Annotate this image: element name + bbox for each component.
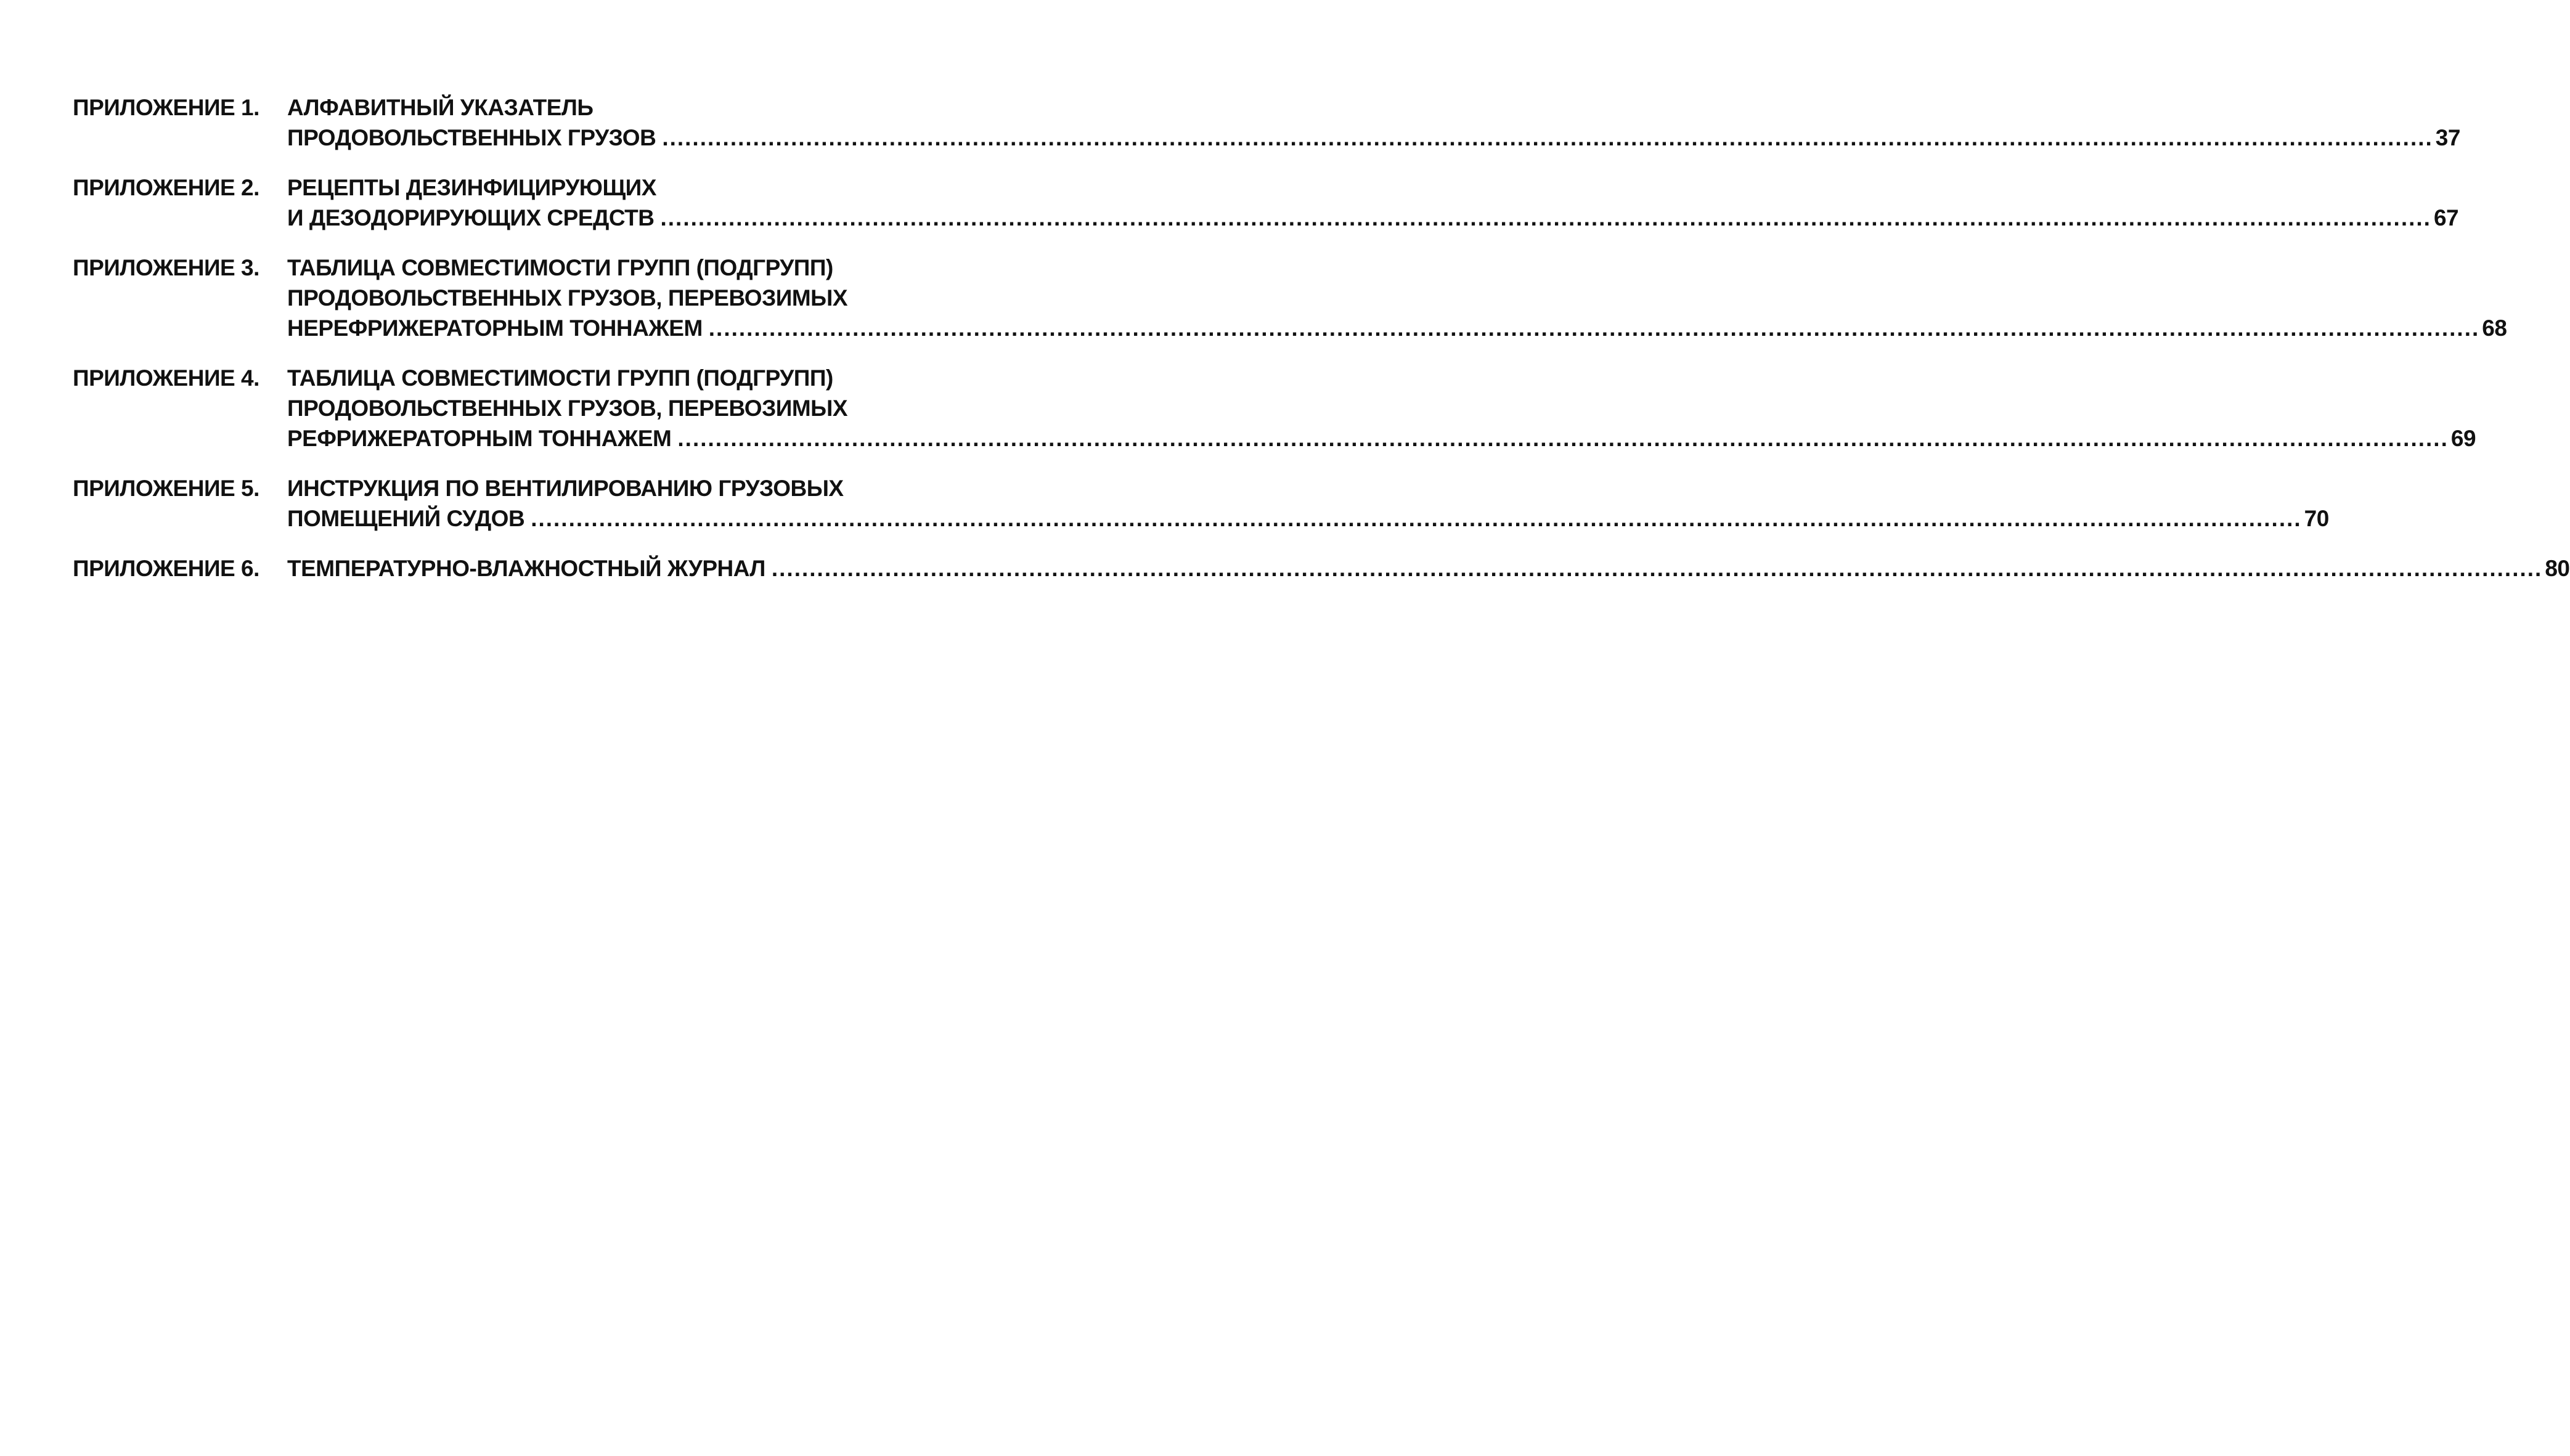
title-line: ТАБЛИЦА СОВМЕСТИМОСТИ ГРУПП (ПОДГРУПП) [287,255,833,280]
title-last-line [287,423,2476,453]
toc-entry-appendix-5[interactable] [73,473,2329,534]
appendix-label: ПРИЛОЖЕНИЕ 5. [73,476,259,501]
dot-leader [772,553,2542,584]
title-line: ПРОДОВОЛЬСТВЕННЫХ ГРУЗОВ [287,125,656,150]
dot-leader [709,313,2479,343]
appendix-title [287,253,2507,343]
appendix-label: ПРИЛОЖЕНИЕ 3. [73,255,259,280]
title-line: ТАБЛИЦА СОВМЕСТИМОСТИ ГРУПП (ПОДГРУПП) [287,365,833,391]
title-last-line [287,553,2570,584]
title-line: НЕРЕФРИЖЕРАТОРНЫМ ТОННАЖЕМ [287,315,703,341]
appendix-label: ПРИЛОЖЕНИЕ 4. [73,365,259,391]
appendix-title [287,363,2476,453]
title-last-line [287,313,2507,343]
appendix-title [287,173,2458,233]
appendix-title [287,473,2329,534]
dot-leader [677,423,2448,453]
appendix-title [287,92,2460,153]
title-line: РЕФРИЖЕРАТОРНЫМ ТОННАЖЕМ [287,426,672,451]
toc-entry-appendix-2[interactable] [73,173,2459,233]
dot-leader [660,203,2431,233]
title-last-line [287,503,2329,534]
dot-leader [662,123,2433,153]
appendix-title [287,553,2570,584]
page-number: 37 [2435,125,2460,150]
page-number: 67 [2433,205,2459,230]
table-of-contents [73,92,2570,603]
title-line: ПРОДОВОЛЬСТВЕННЫХ ГРУЗОВ, ПЕРЕВОЗИМЫХ [287,285,848,311]
title-last-line [287,203,2458,233]
title-line: АЛФАВИТНЫЙ УКАЗАТЕЛЬ [287,95,594,120]
page-number: 80 [2545,556,2570,581]
title-line: ПОМЕЩЕНИЙ СУДОВ [287,506,525,531]
title-line: РЕЦЕПТЫ ДЕЗИНФИЦИРУЮЩИХ [287,175,656,200]
appendix-label: ПРИЛОЖЕНИЕ 2. [73,175,259,200]
appendix-label: ПРИЛОЖЕНИЕ 6. [73,556,259,581]
title-line: И ДЕЗОДОРИРУЮЩИХ СРЕДСТВ [287,205,655,230]
title-last-line [287,123,2460,153]
toc-entry-appendix-6[interactable] [73,553,2570,584]
toc-entry-appendix-3[interactable] [73,253,2507,343]
page-number: 69 [2450,426,2476,451]
dot-leader [531,503,2301,534]
page-number: 70 [2304,506,2329,531]
toc-entry-appendix-1[interactable] [73,92,2460,153]
page-number: 68 [2482,315,2507,341]
appendix-label: ПРИЛОЖЕНИЕ 1. [73,95,259,120]
title-line: ПРОДОВОЛЬСТВЕННЫХ ГРУЗОВ, ПЕРЕВОЗИМЫХ [287,396,848,421]
title-line: ТЕМПЕРАТУРНО-ВЛАЖНОСТНЫЙ ЖУРНАЛ [287,556,765,581]
toc-entry-appendix-4[interactable] [73,363,2476,453]
title-line: ИНСТРУКЦИЯ ПО ВЕНТИЛИРОВАНИЮ ГРУЗОВЫХ [287,476,844,501]
